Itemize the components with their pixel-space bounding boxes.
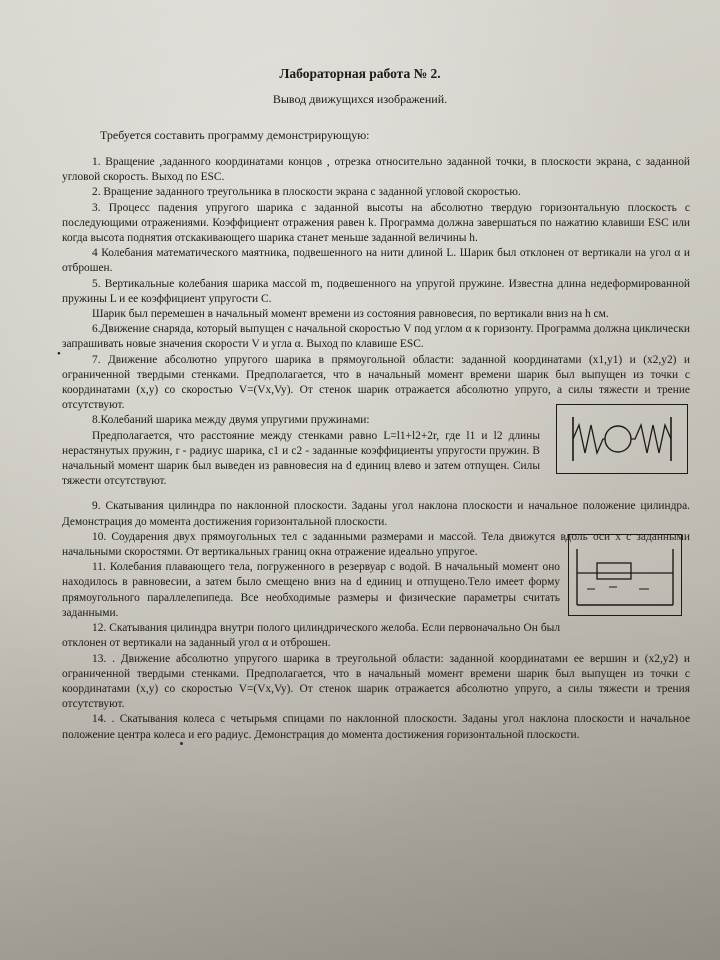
task-9: 9. Скатывания цилиндра по наклонной плоскости. Заданы угол наклона плоскости и начальное положение цилиндра. Демонстрация до момента достижения горизонтальной плоскости. [62, 500, 690, 528]
right-spring [631, 425, 671, 453]
document-subtitle: Вывод движущихся изображений. [272, 92, 448, 106]
ball [605, 426, 631, 452]
task-7: 7. Движение абсолютно упругого шарика в прямоугольной области: заданной координатами (x1,y1) и (x2,y2) и ограниченной твердыми стенками. Предполагается, что в начальный момент времени шарик был выпущен из точки с координатами (x,y) со скоростью V=(Vx,Vy). От стенок шарик отражается абсолютно упруго, а силы тяжести и трение отсутствуют. [62, 353, 690, 412]
left-spring [573, 425, 605, 453]
task-8: Предполагается, что расстояние между стенками равно L=l1+l2+2r, где l1 и l2 длины нерастянутых пружин, r - радиус шарика, c1 и c2 - заданные коэффициенты упругости пружин. В начальный момент шарик был выведен из равновесия на d единиц влево и затем отпущен. Силы тяжести отсутствуют. [62, 429, 540, 488]
task-13: 13. . Движение абсолютно упругого шарика в треугольной области: заданной координатами ее вершин и (x2,y2) и ограниченной твердыми стенками. Предполагается, что в начальный момент времени шарик был выпущен из точки с координатами (x,y) со скоростью V=(Vx,Vy). От стенок шарик отражается абсолютно упруго, а силы тяжести и трения отсутствуют. [62, 652, 690, 711]
task-3: 3. Процесс падения упругого шарика с заданной высоты на абсолютно твердую горизонтальную плоскость с последующими отражениями. Коэффициент отражения равен k. Программа должна завершаться по нажатию клавиши ESC или когда высота поднятия отскакивающего шарика станет меньше заданной величины h. [62, 201, 690, 245]
intro-line: Требуется составить программу демонстрирующую: [100, 128, 370, 142]
task-1: 1. Вращение ,заданного координатами концов , отрезка относительно заданной точки, в плоскости экрана, с заданной угловой скорость. Выход по ESC. [62, 156, 690, 184]
task-6: 6.Движение снаряда, который выпущен с начальной скоростью V под углом α к горизонту. Программа должна циклически запрашивать новые значения скорости V и угла α. Выход по клавише ESC. [62, 323, 690, 351]
task-2: 2. Вращение заданного треугольника в плоскости экрана с заданной угловой скоростью. [92, 186, 521, 199]
task-4: 4 Колебания математического маятника, подвешенного на нити длиной L. Шарик был отклонен от вертикали на угол α и отброшен. [62, 247, 690, 275]
task-11: 11. Колебания плавающего тела, погруженного в резервуар с водой. В начальный момент оно находилось в равновесии, а затем было смещено вниз на d единиц и отпущено.Тело имеет форму прямоугольного параллелепипеда. Все необходимые размеры и физические параметры считать заданными. [62, 561, 560, 619]
task-8-heading: 8.Колебаний шарика между двумя упругими пружинами: [92, 414, 370, 427]
task-5: 5. Вертикальные колебания шарика массой m, подвешенного на упругой пружине. Известна длина недеформированной пружины L и ее коэффициент упругости C. [62, 277, 690, 305]
document-title: Лабораторная работа № 2. [279, 66, 441, 81]
spring-ball-diagram [556, 404, 688, 474]
floating-block [597, 563, 631, 579]
paper-speck [180, 742, 183, 745]
task-14: 14. . Скатывания колеса с четырьмя спицами по наклонной плоскости. Заданы угол наклона плоскости и начальное положение центра колеса и его радиус. Демонстрация до момента достижения горизонтальной плоскости. [62, 713, 690, 741]
task-12: 12. Скатывания цилиндра внутри полого цилиндрического желоба. Если первоначально Он был отклонен от вертикали на заданный угол α и отброшен. [62, 622, 560, 650]
floating-body-diagram [568, 534, 682, 616]
task-10: 10. Соударения двух прямоугольных тел с заданными размерами и массой. Тела движутся вдоль оси x с заданными начальными скоростями. От вертикальных границ окна отражение идеально упругое. [62, 530, 690, 559]
task-5-continuation: Шарик был перемешен в начальный момент времени из состояния равновесия, по вертикали вниз на h см. [92, 308, 609, 321]
bullet-mark: • [57, 348, 61, 360]
